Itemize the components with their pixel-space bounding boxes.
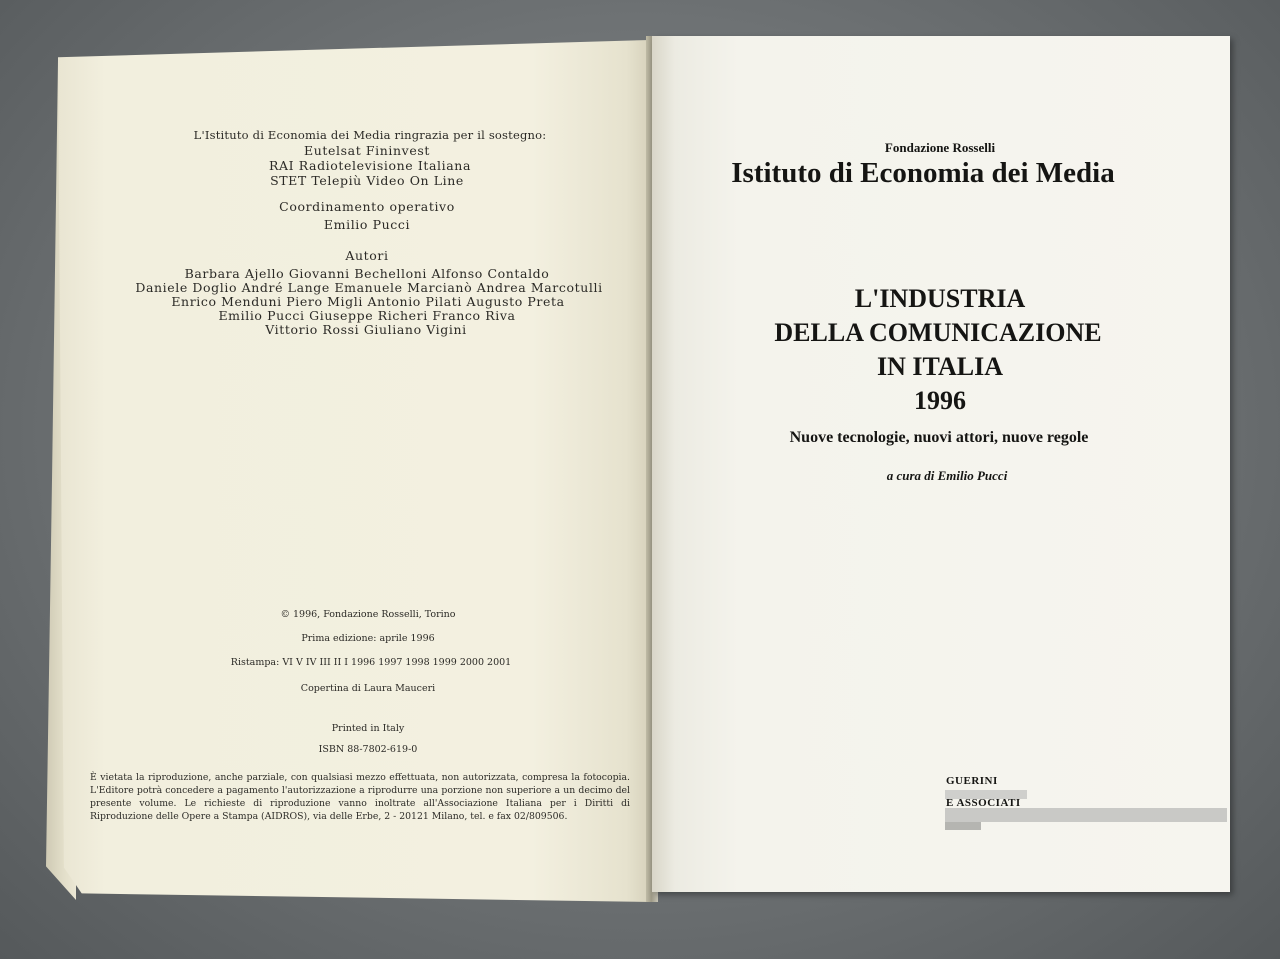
coordination-name: Emilio Pucci bbox=[323, 217, 411, 232]
publisher-logo-bar bbox=[945, 808, 1227, 822]
authors-line: Vittorio Rossi Giuliano Vigini bbox=[265, 322, 467, 337]
copyright-line: © 1996, Fondazione Rosselli, Torino bbox=[280, 609, 456, 620]
legal-notice: È vietata la riproduzione, anche parziale, con qualsiasi mezzo effettuata, non autorizzata, compresa la fotocopia. L'Editore potrà concedere a pagamento l'autorizzazione a riprodurre una porzione non superiore a un decimo del presente volume. Le richieste di riproduzione vanno inoltrate all'Associazione Italiana per i Diritti di Riproduzione delle Opere a Stampa (AIDROS), via delle Erbe, 2 - 20121 Milano, tel. e fax 02/809506. bbox=[90, 772, 630, 822]
subtitle: Nuove tecnologie, nuovi attori, nuove regole bbox=[789, 429, 1089, 446]
foundation-name: Fondazione Rosselli bbox=[884, 140, 996, 155]
edition-line: Prima edizione: aprile 1996 bbox=[301, 633, 435, 644]
institute-name: Istituto di Economia dei Media bbox=[731, 157, 1115, 189]
sponsor-line: STET Telepiù Video On Line bbox=[270, 173, 464, 188]
title-line: IN ITALIA bbox=[877, 352, 1003, 381]
title-line: DELLA COMUNICAZIONE bbox=[774, 318, 1102, 347]
isbn-line: ISBN 88-7802-619-0 bbox=[318, 744, 418, 755]
cover-credit: Copertina di Laura Mauceri bbox=[300, 683, 436, 694]
reprint-line: Ristampa: VI V IV III II I 1996 1997 1998 1999 2000 2001 bbox=[230, 657, 512, 668]
authors-line: Barbara Ajello Giovanni Bechelloni Alfonso Contaldo bbox=[184, 266, 550, 281]
authors-heading: Autori bbox=[345, 248, 389, 263]
coordination-heading: Coordinamento operativo bbox=[279, 199, 455, 214]
publisher-name: GUERINI bbox=[946, 775, 998, 787]
title-line: L'INDUSTRIA bbox=[854, 284, 1026, 313]
authors-line: Daniele Doglio André Lange Emanuele Marcianò Andrea Marcotulli bbox=[135, 280, 603, 295]
title-year: 1996 bbox=[914, 386, 966, 415]
authors-line: Emilio Pucci Giuseppe Richeri Franco Riva bbox=[218, 308, 516, 323]
sponsor-line: RAI Radiotelevisione Italiana bbox=[268, 158, 472, 173]
publisher-name: E ASSOCIATI bbox=[946, 797, 1021, 809]
printed-line: Printed in Italy bbox=[331, 723, 405, 734]
thanks-line: L'Istituto di Economia dei Media ringrazia per il sostegno: bbox=[193, 128, 547, 142]
publisher-logo-accent bbox=[945, 822, 981, 830]
editor-credit: a cura di Emilio Pucci bbox=[886, 468, 1008, 483]
sponsor-line: Eutelsat Fininvest bbox=[304, 143, 430, 158]
authors-line: Enrico Menduni Piero Migli Antonio Pilati Augusto Preta bbox=[171, 294, 565, 309]
